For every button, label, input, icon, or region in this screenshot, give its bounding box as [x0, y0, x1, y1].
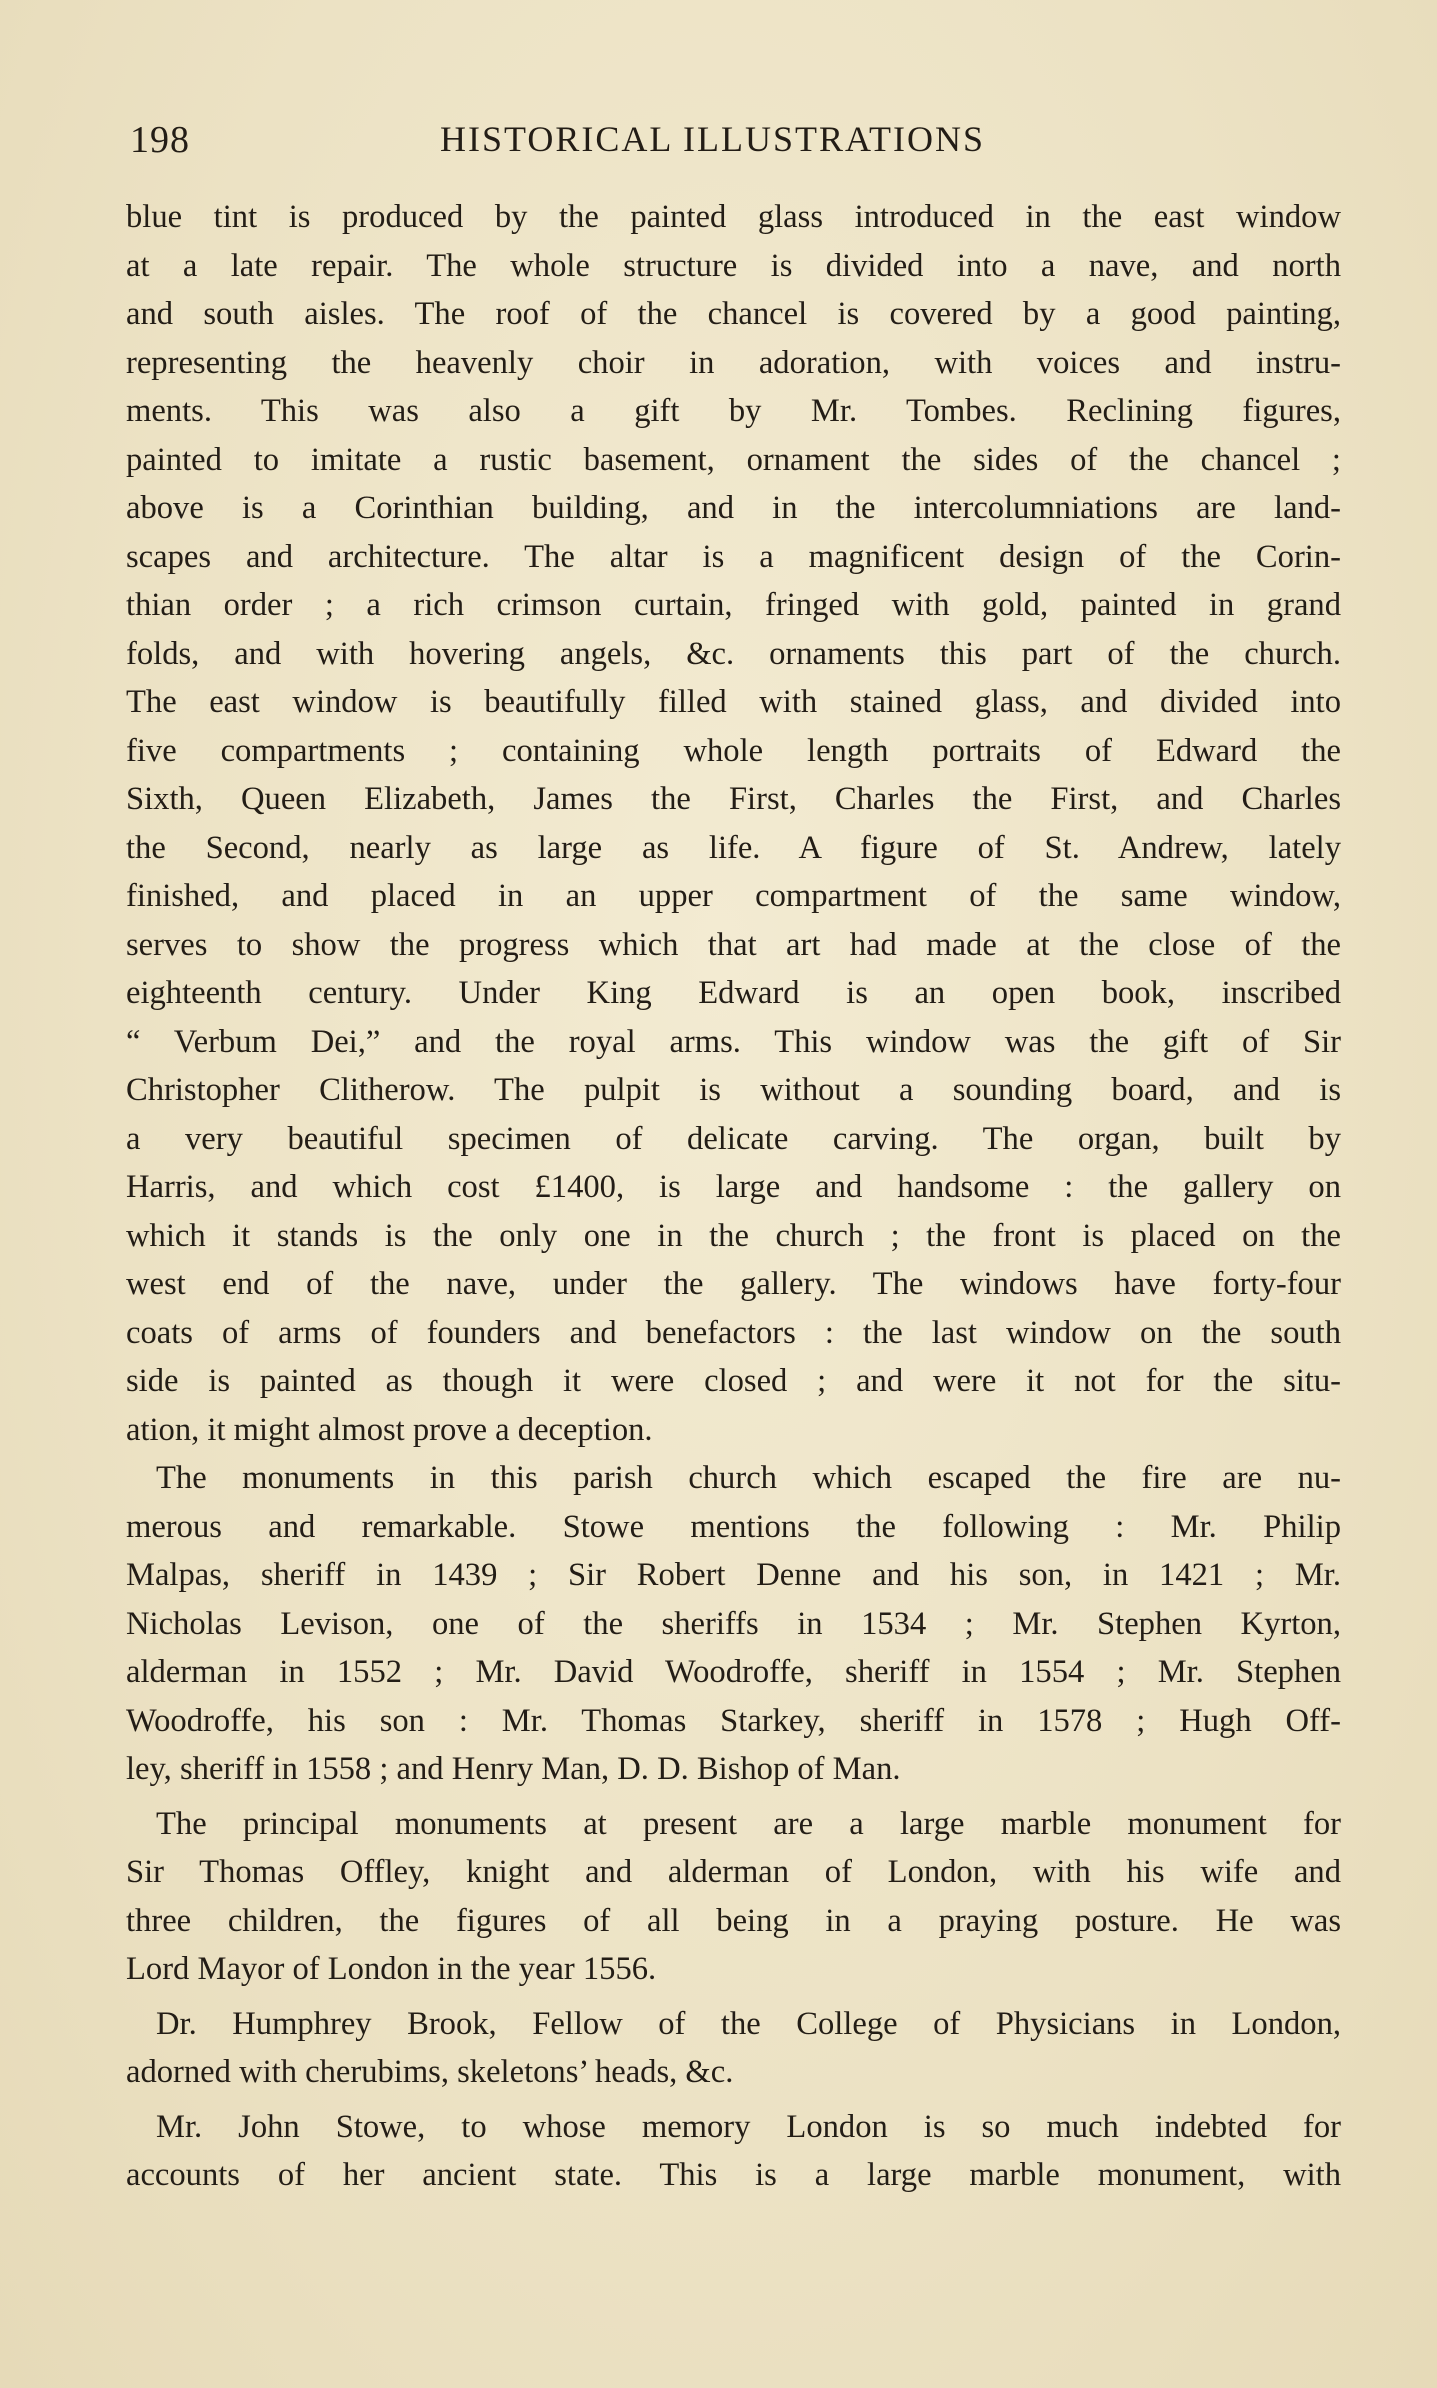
running-title: HISTORICAL ILLUSTRATIONS [440, 119, 986, 159]
text-line: Christopher Clitherow. The pulpit is without a sounding board, and is [126, 1072, 1341, 1108]
text-line: ley, sheriff in 1558 ; and Henry Man, D. D. Bishop of Man. [126, 1751, 901, 1787]
running-head [130, 118, 1330, 168]
text-line: coats of arms of founders and benefactors : the last window on the south [126, 1314, 1341, 1351]
text-line: Woodroffe, his son : Mr. Thomas Starkey, sheriff in 1578 ; Hugh Off- [126, 1702, 1341, 1739]
page-number: 198 [130, 119, 190, 161]
text-line: above is a Corinthian building, and in the intercolumniations are land- [126, 490, 1341, 526]
text-line: folds, and with hovering angels, &c. ornaments this part of the church. [126, 635, 1341, 672]
text-line: Malpas, sheriff in 1439 ; Sir Robert Denne and his son, in 1421 ; Mr. [126, 1557, 1341, 1593]
text-line: Sixth, Queen Elizabeth, James the First, Charles the First, and Charles [126, 781, 1341, 817]
text-line: painted to imitate a rustic basement, ornament the sides of the chancel ; [126, 441, 1341, 478]
text-line: merous and remarkable. Stowe mentions the following : Mr. Philip [126, 1508, 1341, 1545]
text-line: Nicholas Levison, one of the sheriffs in 1534 ; Mr. Stephen Kyrton, [126, 1605, 1341, 1642]
text-line: “ Verbum Dei,” and the royal arms. This window was the gift of Sir [126, 1023, 1341, 1060]
text-line: Mr. John Stowe, to whose memory London is so much indebted for [156, 2108, 1341, 2145]
text-line: accounts of her ancient state. This is a large marble monument, with [126, 2157, 1341, 2193]
text-line: a very beautiful specimen of delicate carving. The organ, built by [126, 1120, 1341, 1157]
text-line: finished, and placed in an upper compartment of the same window, [126, 878, 1341, 914]
text-line: Sir Thomas Offley, knight and alderman of London, with his wife and [126, 1854, 1341, 1890]
text-line: scapes and architecture. The altar is a magnificent design of the Corin- [126, 538, 1341, 575]
text-line: alderman in 1552 ; Mr. David Woodroffe, sheriff in 1554 ; Mr. Stephen [126, 1654, 1341, 1690]
text-line: Lord Mayor of London in the year 1556. [126, 1951, 657, 1987]
text-line: eighteenth century. Under King Edward is an open book, inscribed [126, 975, 1341, 1011]
text-line: five compartments ; containing whole length portraits of Edward the [126, 732, 1341, 769]
text-line: which it stands is the only one in the church ; the front is placed on the [126, 1217, 1341, 1254]
text-line: The principal monuments at present are a large marble monument for [156, 1805, 1341, 1842]
text-line: at a late repair. The whole structure is divided into a nave, and north [126, 247, 1341, 284]
text-line: three children, the figures of all being in a praying posture. He was [126, 1902, 1341, 1939]
text-line: The east window is beautifully filled with stained glass, and divided into [126, 684, 1341, 720]
text-line: adorned with cherubims, skeletons’ heads, &c. [126, 2054, 734, 2090]
text-line: Harris, and which cost £1400, is large and handsome : the gallery on [126, 1169, 1341, 1205]
text-line: west end of the nave, under the gallery. The windows have forty-four [126, 1266, 1341, 1302]
text-line: blue tint is produced by the painted glass introduced in the east window [126, 199, 1341, 235]
text-line: Dr. Humphrey Brook, Fellow of the College of Physicians in London, [156, 2005, 1341, 2042]
text-line: ments. This was also a gift by Mr. Tombes. Reclining figures, [126, 393, 1341, 429]
text-line: serves to show the progress which that art had made at the close of the [126, 926, 1341, 963]
text-line: representing the heavenly choir in adoration, with voices and instru- [126, 344, 1341, 381]
text-line: and south aisles. The roof of the chancel is covered by a good painting, [126, 296, 1341, 332]
text-line: the Second, nearly as large as life. A figure of St. Andrew, lately [126, 829, 1341, 866]
text-line: side is painted as though it were closed ; and were it not for the situ- [126, 1363, 1341, 1399]
text-line: thian order ; a rich crimson curtain, fringed with gold, painted in grand [126, 587, 1341, 623]
body-text [126, 193, 1341, 2200]
text-line: The monuments in this parish church which escaped the fire are nu- [156, 1460, 1341, 1496]
text-line: ation, it might almost prove a deception. [126, 1411, 653, 1448]
